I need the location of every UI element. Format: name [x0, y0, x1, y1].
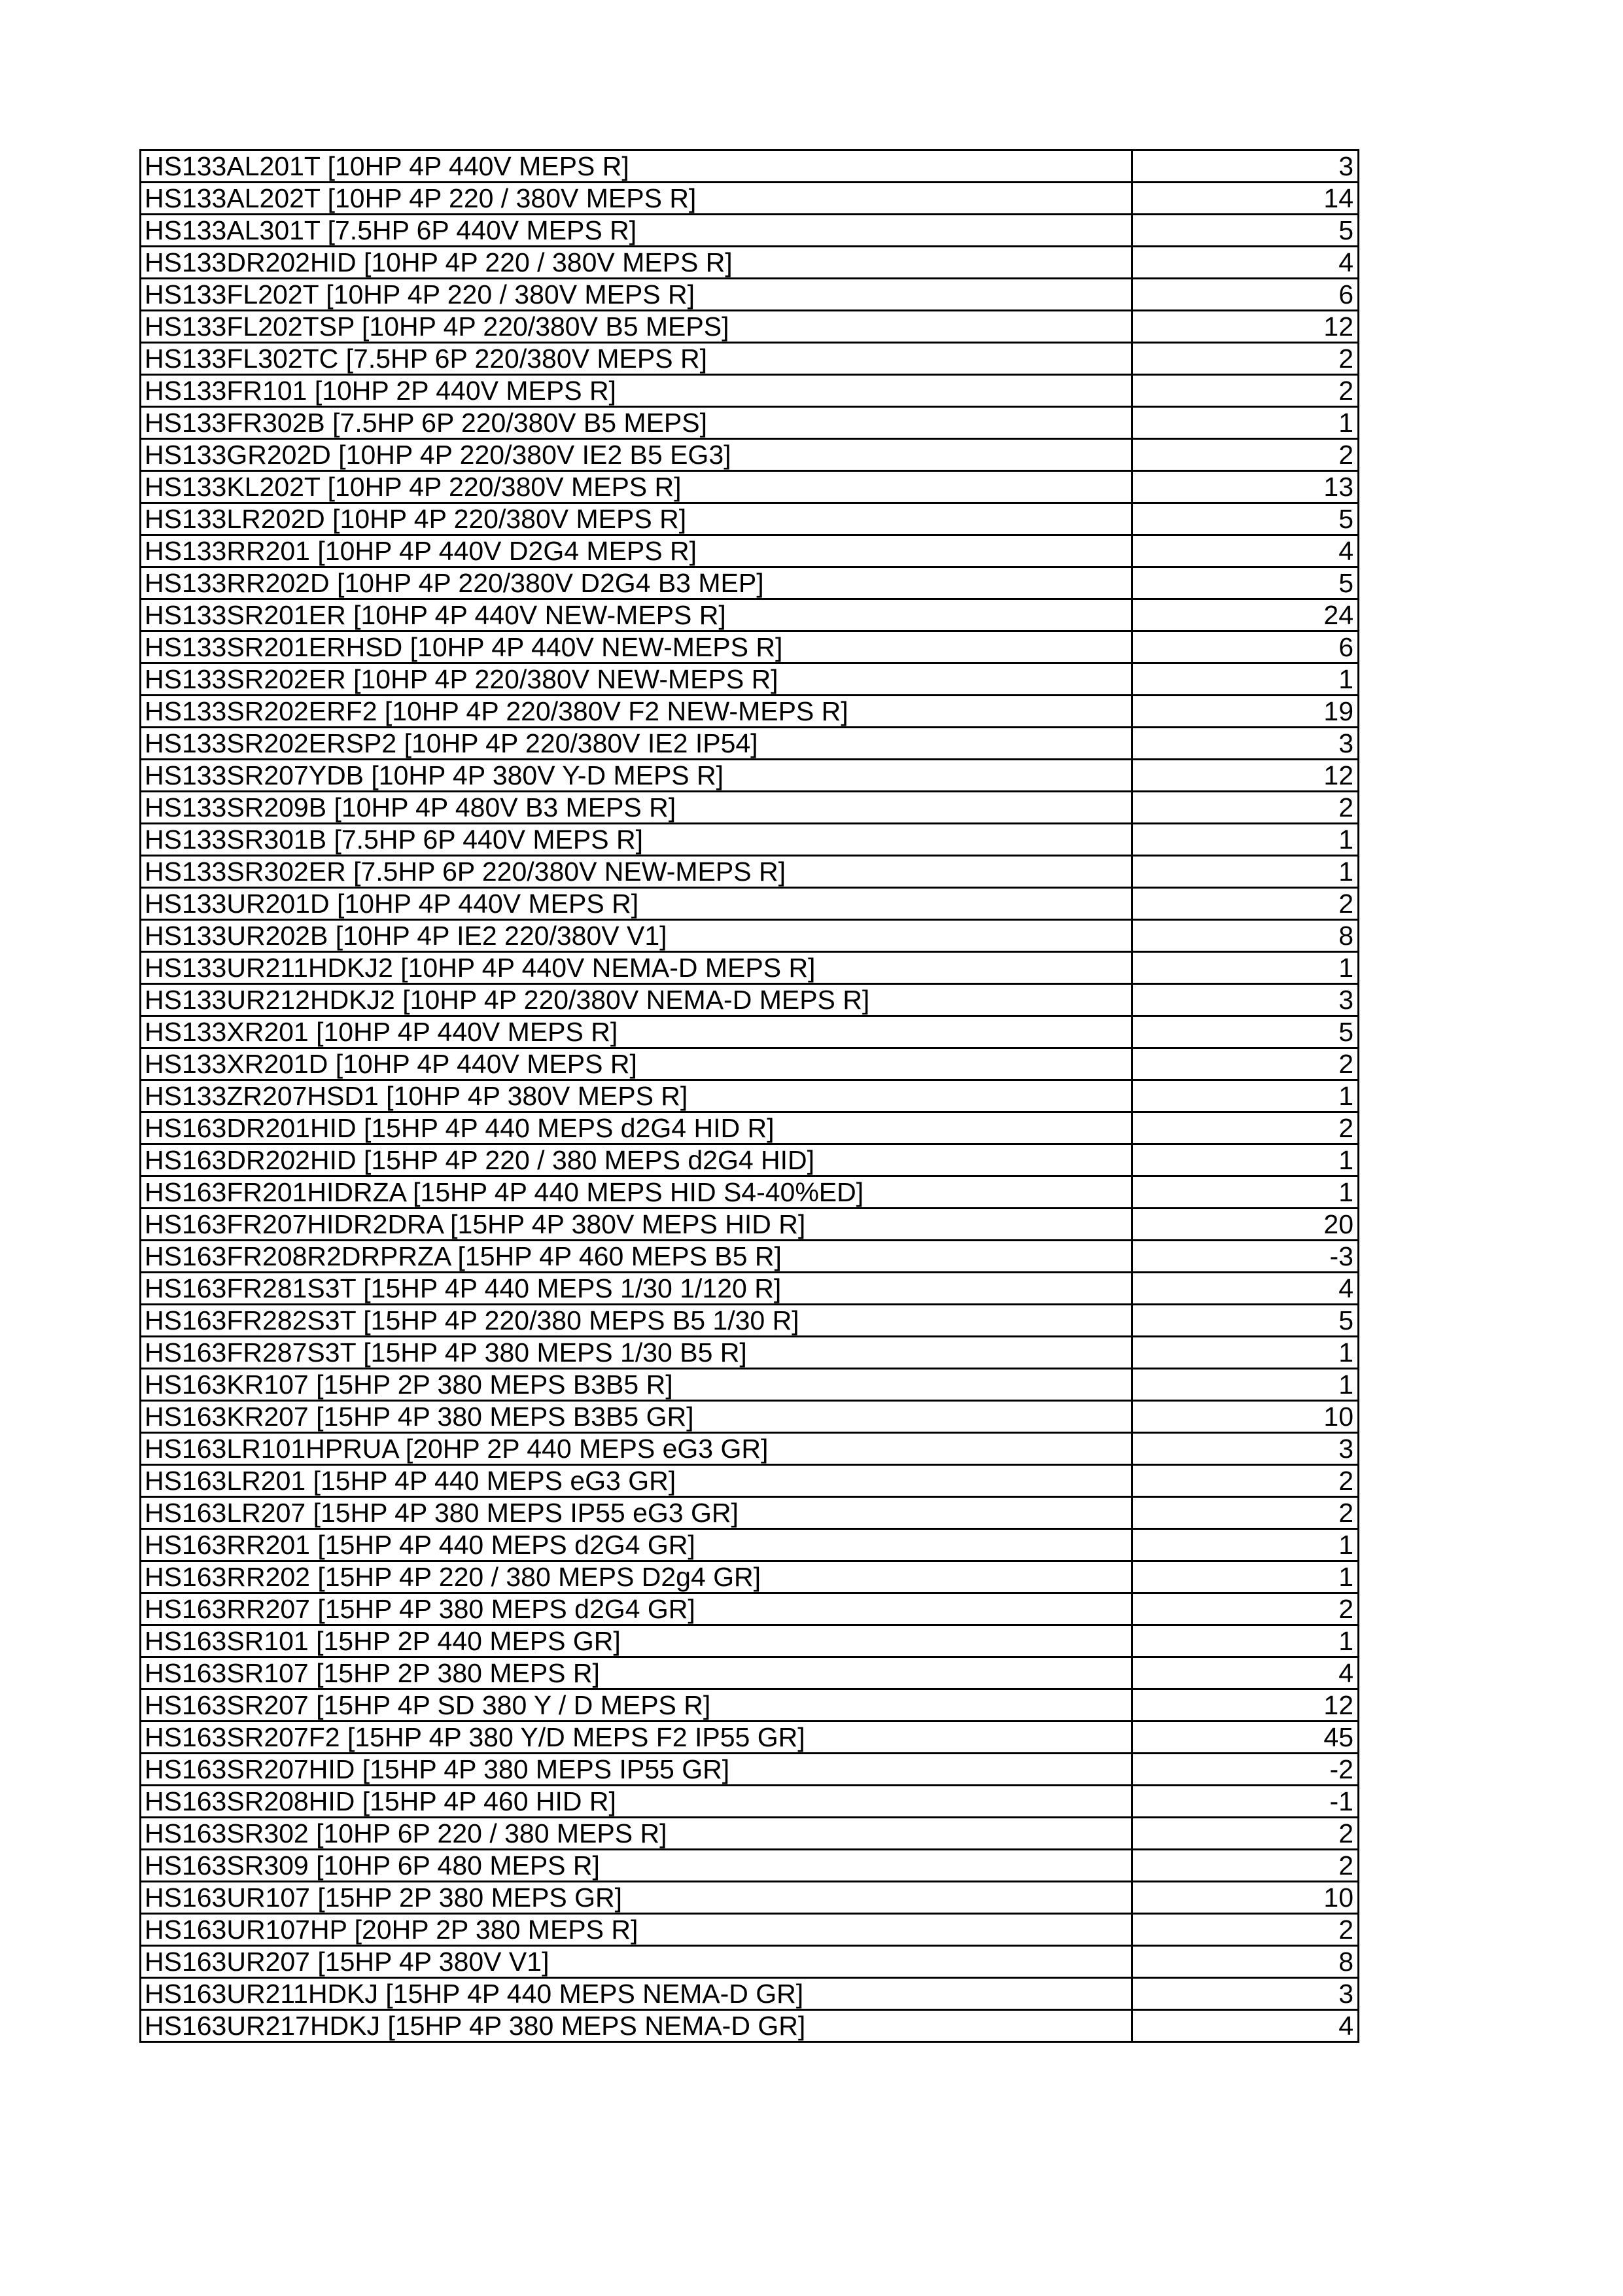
quantity-cell: 10: [1132, 1882, 1359, 1914]
table-row: [141, 1465, 1359, 1497]
table-row: [141, 1144, 1359, 1176]
product-description-cell: HS133UR201D [10HP 4P 440V MEPS R]: [141, 888, 1132, 920]
quantity-cell: 1: [1132, 856, 1359, 888]
quantity-cell: 2: [1132, 888, 1359, 920]
quantity-cell: 4: [1132, 1273, 1359, 1305]
product-description-cell: HS133FR302B [7.5HP 6P 220/380V B5 MEPS]: [141, 407, 1132, 439]
table-row: [141, 888, 1359, 920]
quantity-cell: 1: [1132, 1561, 1359, 1593]
product-description-cell: HS133KL202T [10HP 4P 220/380V MEPS R]: [141, 471, 1132, 503]
quantity-cell: 2: [1132, 1593, 1359, 1625]
product-description-cell: HS163LR101HPRUA [20HP 2P 440 MEPS eG3 GR]: [141, 1433, 1132, 1465]
product-description-cell: HS133LR202D [10HP 4P 220/380V MEPS R]: [141, 503, 1132, 535]
quantity-cell: 2: [1132, 1465, 1359, 1497]
quantity-cell: 4: [1132, 247, 1359, 279]
table-row: [141, 1497, 1359, 1529]
table-row: [141, 663, 1359, 696]
product-description-cell: HS133ZR207HSD1 [10HP 4P 380V MEPS R]: [141, 1080, 1132, 1112]
quantity-cell: 2: [1132, 439, 1359, 471]
table-row: [141, 311, 1359, 343]
quantity-cell: 3: [1132, 1978, 1359, 2010]
quantity-cell: 4: [1132, 1657, 1359, 1689]
quantity-cell: 20: [1132, 1209, 1359, 1241]
quantity-cell: 5: [1132, 1016, 1359, 1048]
table-row: [141, 1305, 1359, 1337]
product-description-cell: HS133FR101 [10HP 2P 440V MEPS R]: [141, 375, 1132, 407]
quantity-cell: 24: [1132, 599, 1359, 631]
quantity-cell: 12: [1132, 311, 1359, 343]
table-row: [141, 1209, 1359, 1241]
table-row: [141, 1176, 1359, 1209]
product-description-cell: HS133SR202ERSP2 [10HP 4P 220/380V IE2 IP54]: [141, 728, 1132, 760]
quantity-cell: 1: [1132, 952, 1359, 984]
quantity-cell: 3: [1132, 1433, 1359, 1465]
quantity-cell: 8: [1132, 1946, 1359, 1978]
product-description-cell: HS163FR282S3T [15HP 4P 220/380 MEPS B5 1/30 R]: [141, 1305, 1132, 1337]
table-row: [141, 535, 1359, 567]
product-description-cell: HS133SR202ER [10HP 4P 220/380V NEW-MEPS R]: [141, 663, 1132, 696]
product-description-cell: HS163FR281S3T [15HP 4P 440 MEPS 1/30 1/120 R]: [141, 1273, 1132, 1305]
table-row: [141, 1369, 1359, 1401]
quantity-cell: 2: [1132, 1048, 1359, 1080]
quantity-cell: 12: [1132, 1689, 1359, 1722]
product-description-cell: HS133FL302TC [7.5HP 6P 220/380V MEPS R]: [141, 343, 1132, 375]
quantity-cell: 2: [1132, 1850, 1359, 1882]
table-row: [141, 696, 1359, 728]
quantity-cell: 1: [1132, 1337, 1359, 1369]
table-row: [141, 215, 1359, 247]
quantity-cell: -3: [1132, 1241, 1359, 1273]
product-description-cell: HS133FL202TSP [10HP 4P 220/380V B5 MEPS]: [141, 311, 1132, 343]
quantity-cell: 2: [1132, 792, 1359, 824]
product-description-cell: HS163SR302 [10HP 6P 220 / 380 MEPS R]: [141, 1818, 1132, 1850]
table-row: [141, 1241, 1359, 1273]
table-row: [141, 920, 1359, 952]
quantity-cell: 10: [1132, 1401, 1359, 1433]
quantity-cell: 1: [1132, 407, 1359, 439]
table-row: [141, 1914, 1359, 1946]
quantity-cell: 1: [1132, 824, 1359, 856]
table-row: [141, 1016, 1359, 1048]
quantity-cell: -1: [1132, 1786, 1359, 1818]
table-row: [141, 792, 1359, 824]
table-row: [141, 984, 1359, 1016]
quantity-cell: 1: [1132, 1625, 1359, 1657]
table-row: [141, 856, 1359, 888]
table-row: [141, 1946, 1359, 1978]
quantity-cell: 4: [1132, 2010, 1359, 2042]
quantity-cell: 1: [1132, 1176, 1359, 1209]
table-row: [141, 1882, 1359, 1914]
product-description-cell: HS163SR207HID [15HP 4P 380 MEPS IP55 GR]: [141, 1754, 1132, 1786]
table-row: [141, 567, 1359, 599]
table-row: [141, 728, 1359, 760]
quantity-cell: 3: [1132, 150, 1359, 183]
product-description-cell: HS133DR202HID [10HP 4P 220 / 380V MEPS R]: [141, 247, 1132, 279]
quantity-cell: 6: [1132, 279, 1359, 311]
table-row: [141, 1433, 1359, 1465]
quantity-cell: 1: [1132, 1080, 1359, 1112]
quantity-cell: -2: [1132, 1754, 1359, 1786]
product-description-cell: HS133SR302ER [7.5HP 6P 220/380V NEW-MEPS R]: [141, 856, 1132, 888]
table-row: [141, 1786, 1359, 1818]
product-description-cell: HS133XR201 [10HP 4P 440V MEPS R]: [141, 1016, 1132, 1048]
product-description-cell: HS163RR202 [15HP 4P 220 / 380 MEPS D2g4 GR]: [141, 1561, 1132, 1593]
product-description-cell: HS163FR201HIDRZA [15HP 4P 440 MEPS HID S4-40%ED]: [141, 1176, 1132, 1209]
table-row: [141, 439, 1359, 471]
table-row: [141, 824, 1359, 856]
table-row: [141, 1593, 1359, 1625]
quantity-cell: 1: [1132, 1144, 1359, 1176]
product-description-cell: HS133SR209B [10HP 4P 480V B3 MEPS R]: [141, 792, 1132, 824]
product-description-cell: HS133FL202T [10HP 4P 220 / 380V MEPS R]: [141, 279, 1132, 311]
product-description-cell: HS163FR287S3T [15HP 4P 380 MEPS 1/30 B5 R]: [141, 1337, 1132, 1369]
quantity-cell: 1: [1132, 1369, 1359, 1401]
quantity-cell: 3: [1132, 728, 1359, 760]
quantity-cell: 1: [1132, 1529, 1359, 1561]
quantity-cell: 4: [1132, 535, 1359, 567]
table-row: [141, 1850, 1359, 1882]
product-description-cell: HS163UR107 [15HP 2P 380 MEPS GR]: [141, 1882, 1132, 1914]
table-row: [141, 1401, 1359, 1433]
quantity-cell: 5: [1132, 503, 1359, 535]
product-description-cell: HS163DR201HID [15HP 4P 440 MEPS d2G4 HID R]: [141, 1112, 1132, 1144]
product-description-cell: HS163UR211HDKJ [15HP 4P 440 MEPS NEMA-D GR]: [141, 1978, 1132, 2010]
table-row: [141, 183, 1359, 215]
product-description-cell: HS163UR217HDKJ [15HP 4P 380 MEPS NEMA-D GR]: [141, 2010, 1132, 2042]
product-description-cell: HS133SR201ERHSD [10HP 4P 440V NEW-MEPS R]: [141, 631, 1132, 663]
quantity-cell: 2: [1132, 1112, 1359, 1144]
quantity-cell: 3: [1132, 984, 1359, 1016]
product-description-cell: HS163FR207HIDR2DRA [15HP 4P 380V MEPS HID R]: [141, 1209, 1132, 1241]
table-row: [141, 1818, 1359, 1850]
product-description-cell: HS163RR201 [15HP 4P 440 MEPS d2G4 GR]: [141, 1529, 1132, 1561]
table-row: [141, 1978, 1359, 2010]
table-row: [141, 343, 1359, 375]
quantity-cell: 2: [1132, 1497, 1359, 1529]
product-description-cell: HS133UR212HDKJ2 [10HP 4P 220/380V NEMA-D MEPS R]: [141, 984, 1132, 1016]
product-description-cell: HS163LR201 [15HP 4P 440 MEPS eG3 GR]: [141, 1465, 1132, 1497]
table-row: [141, 1273, 1359, 1305]
table-row: [141, 1689, 1359, 1722]
product-description-cell: HS133AL301T [7.5HP 6P 440V MEPS R]: [141, 215, 1132, 247]
table-row: [141, 1112, 1359, 1144]
product-description-cell: HS133AL202T [10HP 4P 220 / 380V MEPS R]: [141, 183, 1132, 215]
table-row: [141, 1048, 1359, 1080]
table-row: [141, 503, 1359, 535]
product-description-cell: HS133SR301B [7.5HP 6P 440V MEPS R]: [141, 824, 1132, 856]
quantity-cell: 12: [1132, 760, 1359, 792]
quantity-cell: 14: [1132, 183, 1359, 215]
product-description-cell: HS163UR207 [15HP 4P 380V V1]: [141, 1946, 1132, 1978]
table-row: [141, 1722, 1359, 1754]
product-description-cell: HS133UR211HDKJ2 [10HP 4P 440V NEMA-D MEPS R]: [141, 952, 1132, 984]
product-description-cell: HS163SR208HID [15HP 4P 460 HID R]: [141, 1786, 1132, 1818]
product-description-cell: HS133SR207YDB [10HP 4P 380V Y-D MEPS R]: [141, 760, 1132, 792]
quantity-cell: 6: [1132, 631, 1359, 663]
table-row: [141, 952, 1359, 984]
quantity-cell: 2: [1132, 1818, 1359, 1850]
table-row: [141, 279, 1359, 311]
product-description-cell: HS163SR309 [10HP 6P 480 MEPS R]: [141, 1850, 1132, 1882]
table-row: [141, 599, 1359, 631]
table-row: [141, 1529, 1359, 1561]
table-row: [141, 1337, 1359, 1369]
quantity-cell: 2: [1132, 375, 1359, 407]
quantity-cell: 1: [1132, 663, 1359, 696]
product-description-cell: HS133AL201T [10HP 4P 440V MEPS R]: [141, 150, 1132, 183]
quantity-cell: 45: [1132, 1722, 1359, 1754]
quantity-cell: 8: [1132, 920, 1359, 952]
table-row: [141, 631, 1359, 663]
product-description-cell: HS163LR207 [15HP 4P 380 MEPS IP55 eG3 GR]: [141, 1497, 1132, 1529]
quantity-cell: 5: [1132, 1305, 1359, 1337]
product-description-cell: HS133XR201D [10HP 4P 440V MEPS R]: [141, 1048, 1132, 1080]
product-description-cell: HS163DR202HID [15HP 4P 220 / 380 MEPS d2G4 HID]: [141, 1144, 1132, 1176]
quantity-cell: 2: [1132, 343, 1359, 375]
quantity-cell: 5: [1132, 567, 1359, 599]
product-description-cell: HS133RR201 [10HP 4P 440V D2G4 MEPS R]: [141, 535, 1132, 567]
table-row: [141, 407, 1359, 439]
inventory-table-body: [141, 150, 1359, 2042]
table-row: [141, 375, 1359, 407]
table-row: [141, 1754, 1359, 1786]
product-description-cell: HS133SR201ER [10HP 4P 440V NEW-MEPS R]: [141, 599, 1132, 631]
product-description-cell: HS163KR107 [15HP 2P 380 MEPS B3B5 R]: [141, 1369, 1132, 1401]
table-row: [141, 1625, 1359, 1657]
product-description-cell: HS133RR202D [10HP 4P 220/380V D2G4 B3 MEP]: [141, 567, 1132, 599]
table-row: [141, 2010, 1359, 2042]
quantity-cell: 13: [1132, 471, 1359, 503]
table-row: [141, 150, 1359, 183]
table-row: [141, 1657, 1359, 1689]
table-row: [141, 471, 1359, 503]
product-description-cell: HS163RR207 [15HP 4P 380 MEPS d2G4 GR]: [141, 1593, 1132, 1625]
product-description-cell: HS163SR107 [15HP 2P 380 MEPS R]: [141, 1657, 1132, 1689]
table-row: [141, 1080, 1359, 1112]
product-description-cell: HS133GR202D [10HP 4P 220/380V IE2 B5 EG3]: [141, 439, 1132, 471]
product-description-cell: HS163UR107HP [20HP 2P 380 MEPS R]: [141, 1914, 1132, 1946]
quantity-cell: 2: [1132, 1914, 1359, 1946]
quantity-cell: 5: [1132, 215, 1359, 247]
table-row: [141, 760, 1359, 792]
product-description-cell: HS163SR207F2 [15HP 4P 380 Y/D MEPS F2 IP55 GR]: [141, 1722, 1132, 1754]
product-description-cell: HS163SR207 [15HP 4P SD 380 Y / D MEPS R]: [141, 1689, 1132, 1722]
product-description-cell: HS163SR101 [15HP 2P 440 MEPS GR]: [141, 1625, 1132, 1657]
product-description-cell: HS163KR207 [15HP 4P 380 MEPS B3B5 GR]: [141, 1401, 1132, 1433]
inventory-table: [139, 149, 1359, 2043]
table-row: [141, 247, 1359, 279]
product-description-cell: HS133UR202B [10HP 4P IE2 220/380V V1]: [141, 920, 1132, 952]
quantity-cell: 19: [1132, 696, 1359, 728]
product-description-cell: HS163FR208R2DRPRZA [15HP 4P 460 MEPS B5 R]: [141, 1241, 1132, 1273]
product-description-cell: HS133SR202ERF2 [10HP 4P 220/380V F2 NEW-MEPS R]: [141, 696, 1132, 728]
table-row: [141, 1561, 1359, 1593]
